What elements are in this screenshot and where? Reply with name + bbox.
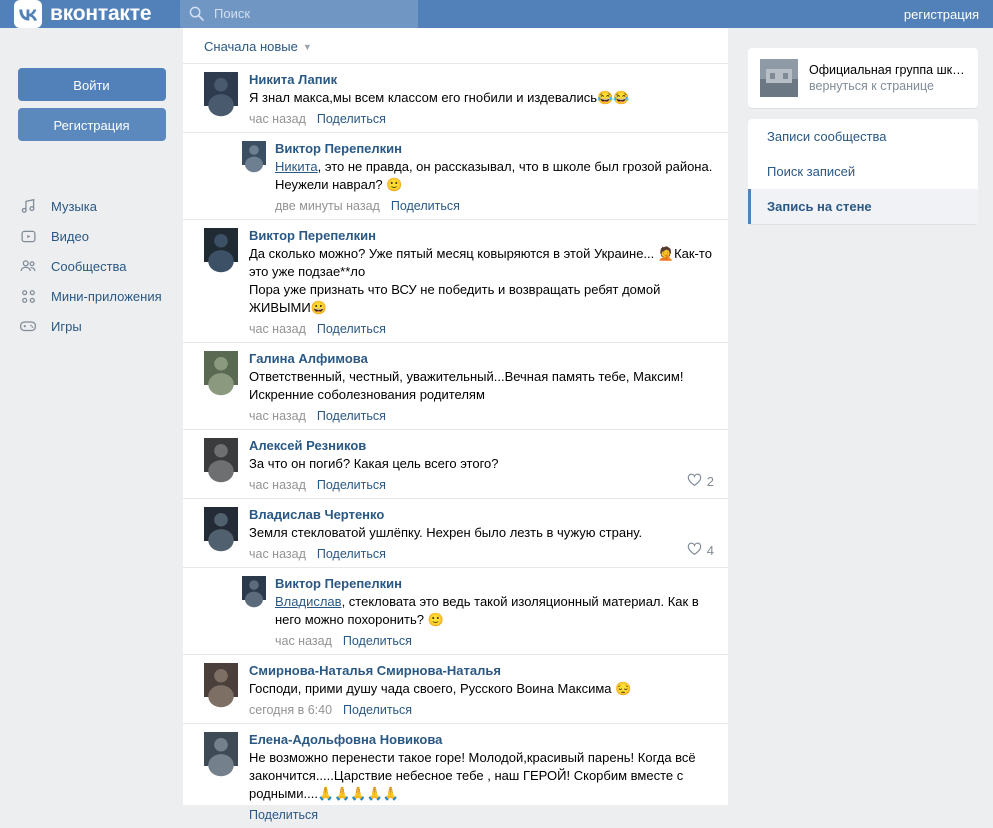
comment-text: Ответственный, честный, уважительный...Вечная память тебе, Максим! Искренние соболезнования родителям <box>249 369 684 402</box>
logo-text: вконтакте <box>50 2 152 25</box>
comment-author[interactable]: Смирнова-Наталья Смирнова-Наталья <box>249 663 501 678</box>
comment-author[interactable]: Алексей Резников <box>249 438 367 453</box>
comment-meta <box>249 322 718 336</box>
sidebar-item-video[interactable] <box>0 221 183 251</box>
chevron-down-icon: ▼ <box>302 41 312 52</box>
group-card[interactable] <box>748 48 978 108</box>
sort-selector[interactable] <box>183 28 728 63</box>
left-sidebar <box>0 28 183 805</box>
avatar[interactable] <box>204 438 238 472</box>
apps-icon <box>18 286 38 306</box>
comment-time: час назад <box>249 409 306 423</box>
comment-text: Господи, прими душу чада своего, Русского Воина Максима 😔 <box>249 681 632 696</box>
group-name: Официальная группа шк… <box>809 63 965 77</box>
comment-time: час назад <box>249 478 306 492</box>
comment-meta <box>249 547 718 561</box>
right-sidebar <box>748 48 978 224</box>
share-button[interactable]: Поделиться <box>316 322 386 336</box>
comment-author[interactable]: Виктор Перепелкин <box>275 141 403 156</box>
comment-meta <box>249 808 718 822</box>
vk-logo-icon <box>14 0 42 28</box>
share-button[interactable]: Поделиться <box>390 199 460 213</box>
comment-mention[interactable]: Владислав <box>275 594 342 609</box>
comment-time: час назад <box>275 634 332 648</box>
comment-time: час назад <box>249 547 306 561</box>
comment-time: час назад <box>249 322 306 336</box>
sidebar-item-mini-apps[interactable] <box>0 281 183 311</box>
comment-author[interactable]: Владислав Чертенко <box>249 507 385 522</box>
comment-item <box>183 342 728 429</box>
share-button[interactable]: Поделиться <box>316 478 386 492</box>
avatar[interactable] <box>204 351 238 385</box>
right-menu <box>748 119 978 224</box>
like-count: 2 <box>706 474 714 489</box>
avatar[interactable] <box>242 576 266 600</box>
comment-time: час назад <box>249 112 306 126</box>
comment-reply <box>183 567 728 654</box>
search-icon <box>189 6 204 21</box>
comment-meta <box>249 703 718 717</box>
heart-icon <box>687 473 702 490</box>
like-button[interactable] <box>687 542 714 559</box>
comment-text: Не возможно перенести такое горе! Молодой,красивый парень! Когда всё закончится.....Царствие небесное тебе , наш ГЕРОЙ! Скорбим вместе с родными....🙏🙏🙏🙏🙏 <box>249 750 696 801</box>
like-count: 4 <box>706 543 714 558</box>
menu-item-search-posts[interactable] <box>748 154 978 189</box>
comment-text: Да сколько можно? Уже пятый месяц ковыряются в этой Украине... 🤦Как-то это уже подзае**ло Пора уже признать что ВСУ не победить и возвращать ребят домой ЖИВЫМИ😀 <box>249 246 712 315</box>
comment-item <box>183 723 728 828</box>
comment-author[interactable]: Виктор Перепелкин <box>275 576 403 591</box>
comment-author[interactable]: Виктор Перепелкин <box>249 228 377 243</box>
share-button[interactable]: Поделиться <box>249 808 319 822</box>
comment-text: Я знал макса,мы всем классом его гнобили и издевались😂😂 <box>249 90 630 105</box>
comment-text: За что он погиб? Какая цель всего этого? <box>249 456 499 471</box>
comment-author[interactable]: Никита Лапик <box>249 72 338 87</box>
sidebar-nav <box>0 191 183 341</box>
avatar[interactable] <box>204 507 238 541</box>
avatar[interactable] <box>204 228 238 262</box>
heart-icon <box>687 542 702 559</box>
groups-icon <box>18 256 38 276</box>
comments-feed <box>183 28 728 822</box>
comment-item <box>183 63 728 132</box>
comment-meta <box>249 478 718 492</box>
comment-item <box>183 219 728 342</box>
comment-text: Земля стекловатой ушлёпку. Нехрен было лезть в чужую страну. <box>249 525 643 540</box>
comment-item <box>183 498 728 567</box>
menu-item-label: Запись на стене <box>767 199 872 214</box>
comment-author[interactable]: Галина Алфимова <box>249 351 368 366</box>
sidebar-item-label: Мини-приложения <box>51 288 162 304</box>
menu-item-label: Записи сообщества <box>767 129 887 144</box>
comment-mention[interactable]: Никита <box>275 159 318 174</box>
comment-meta <box>275 199 718 213</box>
top-bar <box>0 0 993 28</box>
sidebar-item-music[interactable] <box>0 191 183 221</box>
share-button[interactable]: Поделиться <box>316 409 386 423</box>
avatar[interactable] <box>204 732 238 766</box>
comment-meta <box>249 112 718 126</box>
search-input[interactable] <box>212 5 397 22</box>
register-link[interactable]: регистрация <box>903 6 979 22</box>
avatar[interactable] <box>242 141 266 165</box>
login-button[interactable]: Войти <box>18 68 166 101</box>
menu-item-community-posts[interactable] <box>748 119 978 154</box>
avatar[interactable] <box>204 72 238 106</box>
group-back-link[interactable]: вернуться к странице <box>809 79 934 93</box>
site-logo[interactable] <box>14 0 151 28</box>
comment-text: Никита, это не правда, он рассказывал, что в школе был грозой района. Неужели наврал? 🙂 <box>275 159 713 192</box>
comment-text: Владислав, стекловата это ведь такой изоляционный материал. Как в него можно похоронить? 🙂 <box>275 594 699 627</box>
comment-item <box>183 654 728 723</box>
share-button[interactable]: Поделиться <box>343 703 413 717</box>
comment-author[interactable]: Елена-Адольфовна Новикова <box>249 732 443 747</box>
comment-meta <box>249 409 718 423</box>
sidebar-item-label: Видео <box>51 228 89 244</box>
avatar[interactable] <box>204 663 238 697</box>
menu-item-label: Поиск записей <box>767 164 856 179</box>
comments-list <box>183 63 728 828</box>
sidebar-item-groups[interactable] <box>0 251 183 281</box>
group-avatar <box>760 59 798 97</box>
games-icon <box>18 316 38 336</box>
like-button[interactable] <box>687 473 714 490</box>
sidebar-item-label: Сообщества <box>51 258 127 274</box>
comment-item <box>183 429 728 498</box>
share-button[interactable]: Поделиться <box>342 634 412 648</box>
music-icon <box>18 196 38 216</box>
share-button[interactable]: Поделиться <box>316 112 386 126</box>
sidebar-item-label: Музыка <box>51 198 97 214</box>
video-icon <box>18 226 38 246</box>
comment-reply <box>183 132 728 219</box>
register-button[interactable]: Регистрация <box>18 108 166 141</box>
share-button[interactable]: Поделиться <box>316 547 386 561</box>
comment-time: сегодня в 6:40 <box>249 703 333 717</box>
sort-label: Сначала новые <box>204 39 298 54</box>
sidebar-item-label: Игры <box>51 318 82 334</box>
search-box[interactable] <box>180 0 418 30</box>
sidebar-item-games[interactable] <box>0 311 183 341</box>
menu-item-wall-post[interactable] <box>748 189 978 224</box>
comment-time: две минуты назад <box>275 199 380 213</box>
comment-meta <box>275 634 718 648</box>
